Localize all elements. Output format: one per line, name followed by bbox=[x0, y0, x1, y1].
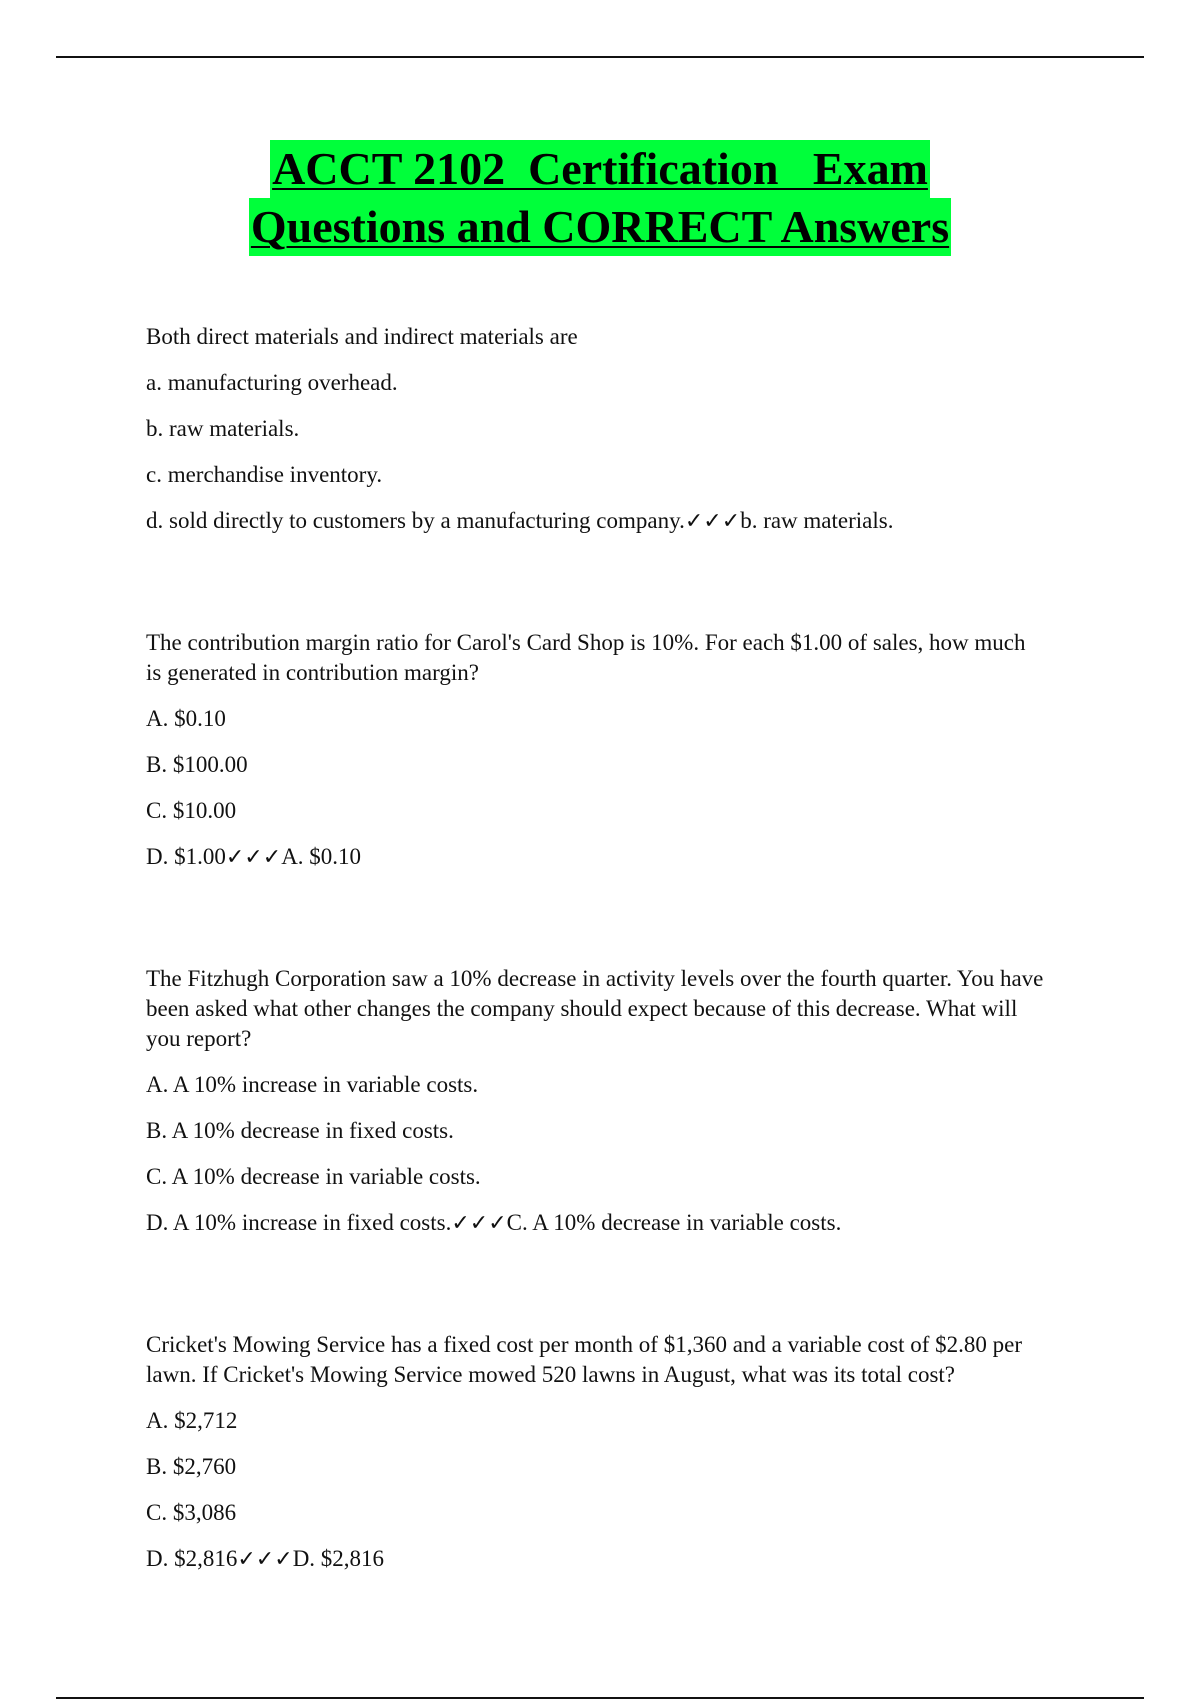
option-a: A. $0.10 bbox=[146, 706, 226, 731]
option-a: a. manufacturing overhead. bbox=[146, 370, 398, 395]
question-2 bbox=[146, 628, 1046, 873]
title-line-2: Questions and CORRECT Answers bbox=[249, 198, 951, 256]
question-stem: The Fitzhugh Corporation saw a 10% decrease in activity levels over the fourth quarter. You have been asked what other changes the company should expect because of this decrease. What will you report? bbox=[146, 966, 1044, 1051]
question-stem: The contribution margin ratio for Carol's Card Shop is 10%. For each $1.00 of sales, how much is generated in contribution margin? bbox=[146, 630, 1026, 685]
correct-answer: b. raw materials. bbox=[740, 508, 894, 533]
option-d: d. sold directly to customers by a manufacturing company. bbox=[146, 508, 685, 533]
checkmark-icon: ✓✓✓ bbox=[451, 1211, 507, 1236]
top-rule bbox=[56, 56, 1144, 58]
document-title bbox=[0, 140, 1200, 256]
option-d: D. A 10% increase in fixed costs. bbox=[146, 1210, 452, 1235]
option-d-with-answer bbox=[146, 506, 1046, 537]
option-c: C. A 10% decrease in variable costs. bbox=[146, 1164, 481, 1189]
option-d: D. $2,816 bbox=[146, 1546, 238, 1571]
correct-answer: A. $0.10 bbox=[281, 844, 362, 869]
checkmark-icon: ✓✓✓ bbox=[684, 509, 741, 534]
option-b: B. $2,760 bbox=[146, 1454, 237, 1479]
option-c: C. $10.00 bbox=[146, 798, 237, 823]
option-c: C. $3,086 bbox=[146, 1500, 237, 1525]
question-stem: Cricket's Mowing Service has a fixed cost per month of $1,360 and a variable cost of $2.80 per lawn. If Cricket's Mowing Service mowed 520 lawns in August, what was its total cost? bbox=[146, 1332, 1022, 1387]
option-a: A. A 10% increase in variable costs. bbox=[146, 1072, 479, 1097]
option-d-with-answer bbox=[146, 1208, 1046, 1239]
checkmark-icon: ✓✓✓ bbox=[237, 1547, 293, 1572]
question-list bbox=[146, 322, 1046, 1666]
option-d-with-answer bbox=[146, 842, 1046, 873]
question-4 bbox=[146, 1330, 1046, 1575]
correct-answer: D. $2,816 bbox=[292, 1546, 385, 1571]
option-b: B. $100.00 bbox=[146, 752, 248, 777]
title-line-1: ACCT 2102 Certification Exam bbox=[270, 140, 930, 198]
question-stem: Both direct materials and indirect materials are bbox=[146, 324, 578, 349]
option-b: b. raw materials. bbox=[146, 416, 300, 441]
question-1 bbox=[146, 322, 1046, 537]
option-d-with-answer bbox=[146, 1544, 1046, 1575]
option-c: c. merchandise inventory. bbox=[146, 462, 383, 487]
checkmark-icon: ✓✓✓ bbox=[225, 845, 282, 870]
option-d: D. $1.00 bbox=[146, 844, 226, 869]
bottom-rule bbox=[56, 1697, 1144, 1699]
question-3 bbox=[146, 964, 1046, 1239]
option-a: A. $2,712 bbox=[146, 1408, 238, 1433]
correct-answer: C. A 10% decrease in variable costs. bbox=[506, 1210, 842, 1235]
option-b: B. A 10% decrease in fixed costs. bbox=[146, 1118, 454, 1143]
